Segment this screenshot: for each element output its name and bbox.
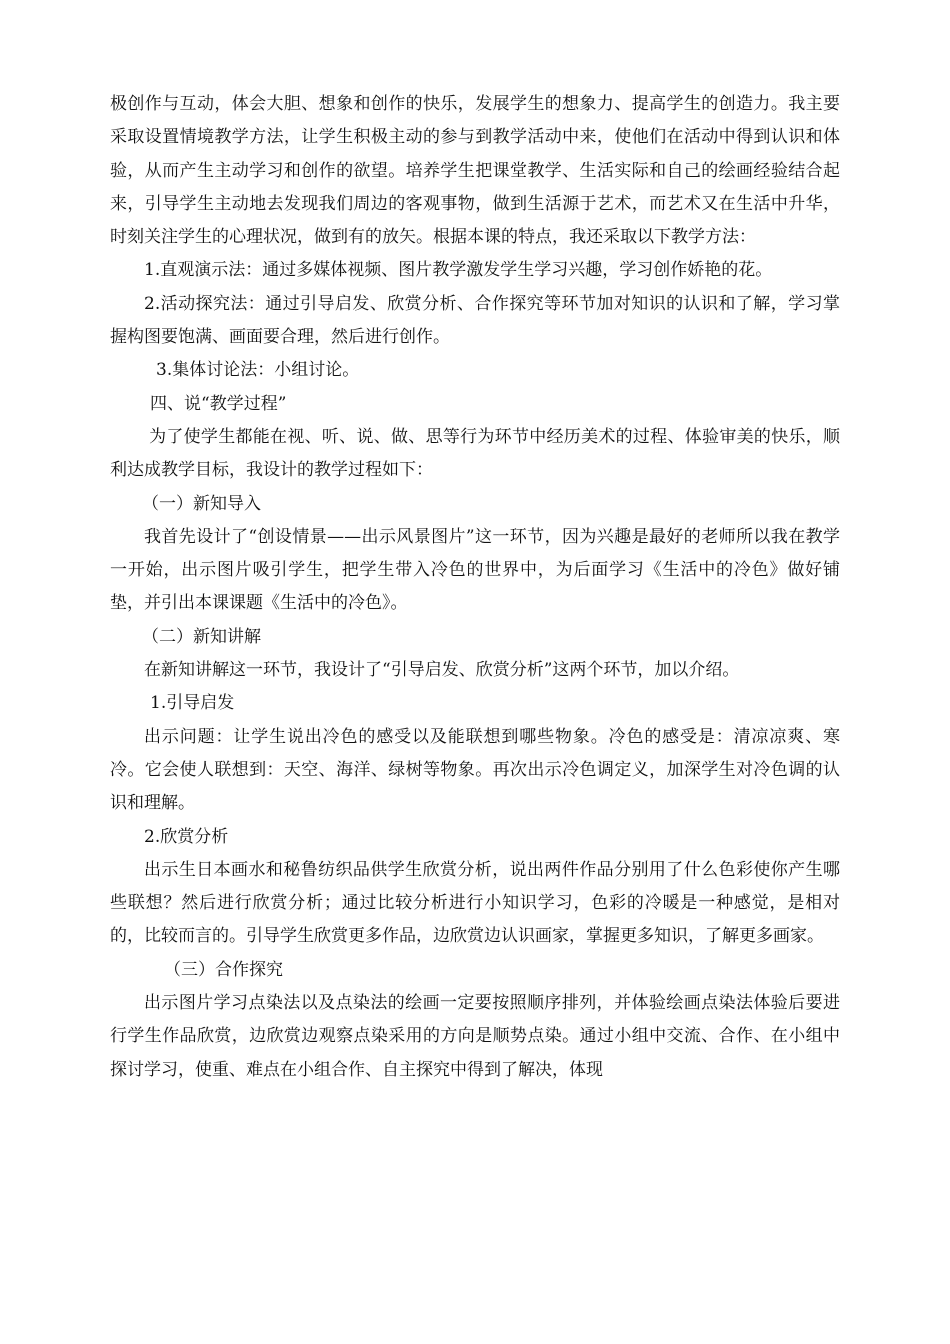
section-4-intro: 为了使学生都能在视、听、说、做、思等行为环节中经历美术的过程、体验审美的快乐，顺利达成教学目标，我设计的教学过程如下： [110, 426, 840, 481]
sub-2-item-2-text: 出示生日本画水和秘鲁纺织品供学生欣赏分析，说出两件作品分别用了什么色彩使你产生哪些联想？然后进行欣赏分析；通过比较分析进行小知识学习，色彩的冷暖是一种感觉，是相对的，比较而言的。引导学生欣赏更多作品，边欣赏边认识画家，掌握更多知识，了解更多画家。 [110, 859, 840, 947]
sub-2-item-2-heading: 2.欣赏分析 [144, 826, 229, 847]
sub-2-item-1-heading: 1.引导启发 [150, 693, 235, 714]
sub-3-text: 出示图片学习点染法以及点染法的绘画一定要按照顺序排列，并体验绘画点染法体验后要进行学生作品欣赏，边欣赏边观察点染采用的方向是顺势点染。通过小组中交流、合作、在小组中探讨学习，使重、难点在小组合作、自主探究中得到了解决，体现 [110, 993, 840, 1080]
sub-1-text: 我首先设计了“创设情景——出示风景图片”这一环节，因为兴趣是最好的老师所以我在教学一开始，出示图片吸引学生，把学生带入冷色的世界中，为后面学习《生活中的冷色》做好铺垫，并引出本课课题《生活中的冷色》。 [110, 526, 840, 614]
section-4-heading: 四、说“教学过程” [150, 393, 287, 414]
sub-3-heading: （三）合作探究 [164, 959, 283, 980]
sub-1-heading: （一）新知导入 [142, 493, 261, 514]
method-3-paragraph: 3.集体讨论法：小组讨论。 [156, 360, 360, 381]
method-2-paragraph: 2.活动探究法：通过引导启发、欣赏分析、合作探究等环节加对知识的认识和了解，学习掌握构图要饱满、画面要合理，然后进行创作。 [110, 293, 840, 348]
sub-2-text: 在新知讲解这一环节，我设计了“引导启发、欣赏分析”这两个环节，加以介绍。 [144, 660, 740, 681]
sub-2-heading: （二）新知讲解 [142, 626, 261, 647]
intro-paragraph: 极创作与互动，体会大胆、想象和创作的快乐，发展学生的想象力、提高学生的创造力。我主要采取设置情境教学方法，让学生积极主动的参与到教学活动中来，使他们在活动中得到认识和体验，从而产生主动学习和创作的欲望。培养学生把课堂教学、生活实际和自己的绘画经验结合起来，引导学生主动地去发现我们周边的客观事物，做到生活源于艺术，而艺术又在生活中升华，时刻关注学生的心理状况，做到有的放矢。根据本课的特点，我还采取以下教学方法： [110, 94, 840, 248]
method-1-paragraph: 1.直观演示法：通过多媒体视频、图片教学激发学生学习兴趣，学习创作娇艳的花。 [144, 260, 773, 281]
sub-2-item-1-text: 出示问题：让学生说出冷色的感受以及能联想到哪些物象。冷色的感受是：清凉凉爽、寒冷。它会使人联想到：天空、海洋、绿树等物象。再次出示冷色调定义，加深学生对冷色调的认识和理解。 [110, 726, 840, 814]
